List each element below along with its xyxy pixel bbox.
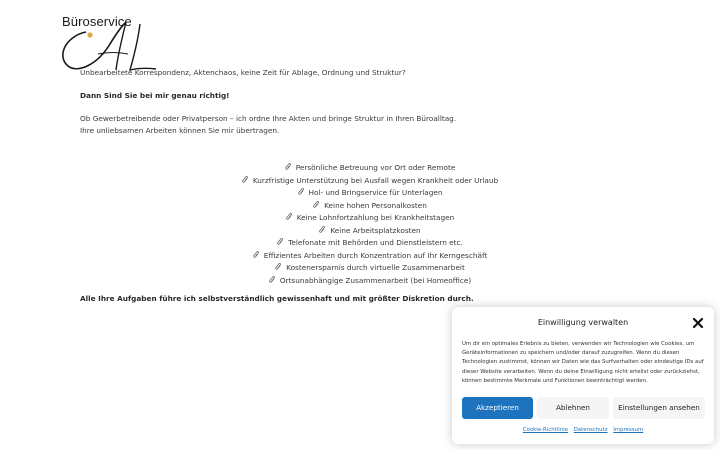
view-settings-button[interactable]: Einstellungen ansehen [613, 397, 705, 419]
feature-item: Telefonate mit Behörden und Dienstleistern etc. [160, 237, 580, 250]
description-line-2: Ihre unliebsamen Arbeiten können Sie mir übertragen. [80, 126, 280, 135]
paperclip-icon [319, 226, 326, 234]
cookie-policy-link[interactable]: Cookie-Richtlinie [522, 427, 568, 433]
headline-text: Dann Sind Sie bei mir genau richtig! [80, 91, 230, 100]
closing-text: Alle Ihre Aufgaben führe ich selbstverständlich gewissenhaft und mit größter Diskretion durch. [80, 294, 474, 303]
accept-button[interactable]: Akzeptieren [462, 397, 533, 419]
feature-item: Kostenersparnis durch virtuelle Zusammenarbeit [160, 262, 580, 275]
consent-links [452, 427, 714, 433]
feature-item: Ortsunabhängige Zusammenarbeit (bei Homeoffice) [160, 275, 580, 288]
consent-title: Einwilligung verwalten [537, 318, 629, 327]
feature-item: Keine Arbeitsplatzkosten [160, 225, 580, 238]
paperclip-icon [253, 251, 260, 259]
paperclip-icon [275, 263, 282, 271]
paperclip-icon [242, 176, 249, 184]
reject-button[interactable]: Ablehnen [537, 397, 609, 419]
close-icon[interactable] [691, 316, 705, 330]
logo-wordmark: Büroservice [62, 14, 132, 29]
description-line-1: Ob Gewerbetreibende oder Privatperson – ich ordne Ihre Akten und bringe Struktur in Ihren Büroalltag. [80, 114, 457, 123]
paperclip-icon [277, 238, 284, 246]
cookie-consent-dialog [452, 307, 714, 444]
feature-item: Kurzfristige Unterstützung bei Ausfall wegen Krankheit oder Urlaub [160, 175, 580, 188]
feature-item: Keine Lohnfortzahlung bei Krankheitstagen [160, 212, 580, 225]
paperclip-icon [286, 213, 293, 221]
privacy-link[interactable]: Datenschutz [573, 427, 608, 433]
imprint-link[interactable]: Impressum [613, 427, 644, 433]
consent-description: Um dir ein optimales Erlebnis zu bieten, verwenden wir Technologien wie Cookies, um Geräteinformationen zu speichern und/oder darauf zuzugreifen. Wenn du diesen Technologien zustimmst, können wir Daten wie das Surfverhalten oder eindeutige IDs auf dieser Website verarbeiten. Wenn du deine Einwilligung nicht erteilst oder zurückziehst, können bestimmte Merkmale und Funktionen beeinträchtigt werden. [462, 341, 704, 384]
feature-item: Effizientes Arbeiten durch Konzentration auf Ihr Kerngeschäft [160, 250, 580, 263]
intro-text: Unbearbeitete Korrespondenz, Aktenchaos, keine Zeit für Ablage, Ordnung und Struktur? [80, 68, 406, 77]
main-content [80, 67, 640, 137]
logo-accent-dot [87, 32, 92, 37]
feature-item: Persönliche Betreuung vor Ort oder Remote [160, 162, 580, 175]
paperclip-icon [269, 276, 276, 284]
description-text [80, 113, 640, 137]
feature-list [160, 162, 580, 287]
paperclip-icon [298, 188, 305, 196]
paperclip-icon [313, 201, 320, 209]
paperclip-icon [285, 163, 292, 171]
feature-item: Keine hohen Personalkosten [160, 200, 580, 213]
feature-item: Hol- und Bringservice für Unterlagen [160, 187, 580, 200]
